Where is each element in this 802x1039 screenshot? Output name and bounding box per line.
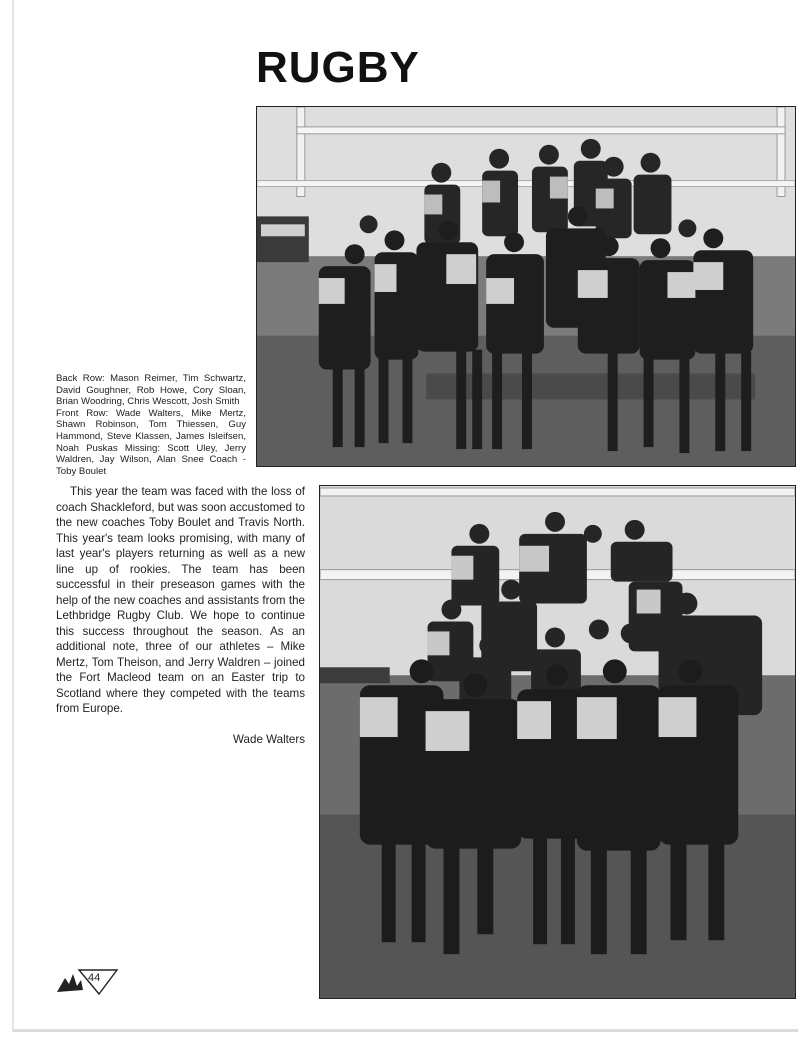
article-paragraph: This year the team was faced with the loss of coach Shackleford, but was soon accustomed to the new coaches Toby Boulet and Travis North. This year's team looks promising, with many of last year's players returning as well as a new line up of rookies. The team has been successful in their preseason games with the help of the new coaches and assistants from the Lethbridge Rugby Club. We hope to continue this success throughout the season. As an additional note, three of our athletes – Mike Mertz, Tom Theison, and Jerry Waldren – joined the Fort Macleod team on an Easter trip to Scotland where they competed with the teams from Europe.	[56, 485, 305, 715]
page-title: RUGBY	[256, 43, 420, 92]
article-byline: Wade Walters	[233, 733, 305, 746]
photo-caption	[56, 373, 246, 477]
team-photo-bottom	[319, 485, 796, 999]
mascot-logo-icon	[55, 968, 119, 996]
caption-back-row: Back Row: Mason Reimer, Tim Schwartz, David Goughner, Rob Howe, Cory Sloan, Brian Woodring, Chris Wescott, Josh Smith	[56, 373, 246, 408]
page-number: 44	[88, 972, 101, 984]
article-body	[56, 484, 305, 717]
caption-front-row: Front Row: Wade Walters, Mike Mertz, Shawn Robinson, Tom Thiessen, Guy Hammond, Steve Klassen, James Isleifsen, Noah Puskas Missing: Scott Uley, Jerry Waldren, Jay Wilson, Alan Snee Coach - Toby Boulet	[56, 407, 246, 477]
page-number-folio	[55, 968, 119, 996]
team-photo-top	[256, 106, 796, 467]
